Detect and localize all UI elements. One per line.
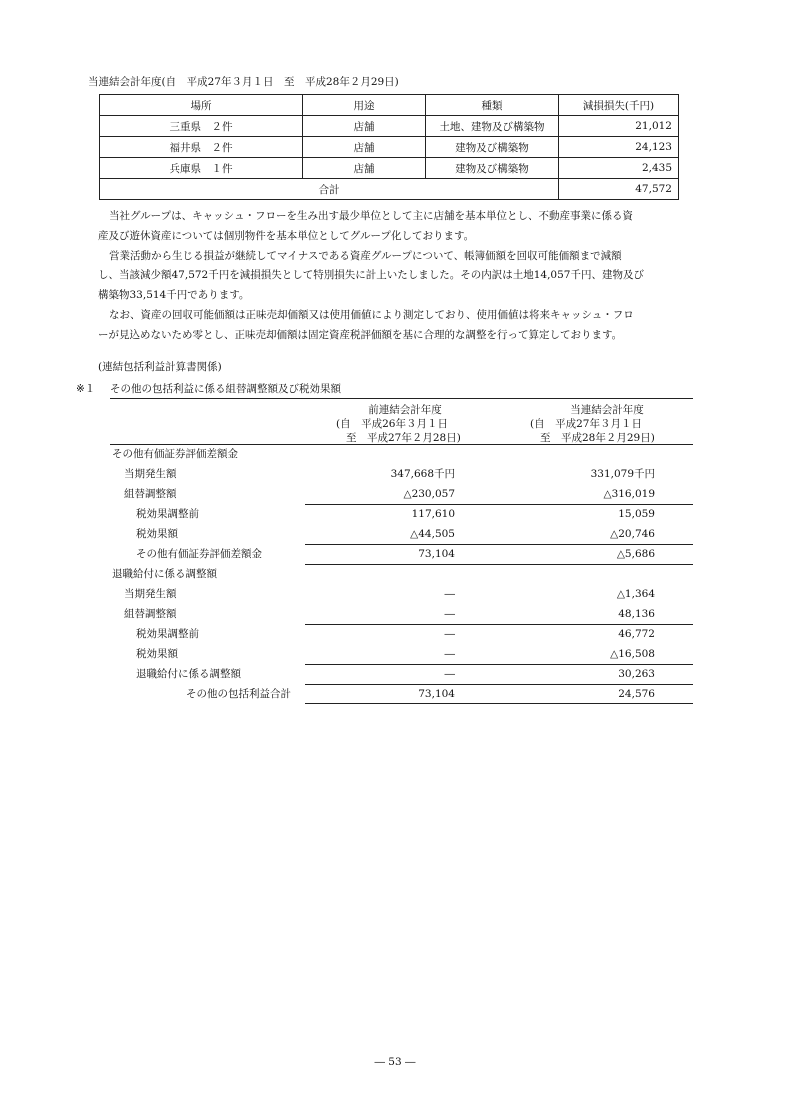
value-curr: 24,576 <box>618 688 655 700</box>
table-row <box>0 564 790 584</box>
period-title: 当連結会計年度(自 平成27年３月１日 至 平成28年２月29日) <box>88 76 399 88</box>
note-title: その他の包括利益に係る組替調整額及び税効果額 <box>110 383 341 395</box>
value-prev: △230,057 <box>403 488 455 500</box>
row-label: その他の包括利益合計 <box>186 688 291 700</box>
total-value: 47,572 <box>559 179 679 200</box>
header-place: 場所 <box>100 95 303 116</box>
cell-use: 店舗 <box>303 158 426 179</box>
row-label: 退職給付に係る調整額 <box>112 568 217 580</box>
cell-type: 建物及び構築物 <box>426 158 559 179</box>
row-label: 当期発生額 <box>124 588 177 600</box>
value-prev: 347,668千円 <box>390 468 455 480</box>
table-row <box>0 544 790 564</box>
table-row <box>0 644 790 664</box>
col-curr-title: 当連結会計年度 <box>570 404 644 416</box>
note-mark: ※１ <box>76 383 96 395</box>
row-label: 税効果額 <box>136 648 178 660</box>
divider <box>110 398 693 399</box>
cell-use: 店舗 <box>303 137 426 158</box>
table-row <box>0 464 790 484</box>
col-prev-to: 至 平成27年２月28日) <box>346 432 461 444</box>
header-loss: 減損損失(千円) <box>559 95 679 116</box>
value-curr: 15,059 <box>618 508 655 520</box>
col-prev-from: (自 平成26年３月１日 <box>336 418 448 430</box>
row-label: その他有価証券評価差額金 <box>112 448 238 460</box>
impairment-explanation <box>98 207 692 346</box>
value-curr: 46,772 <box>618 628 655 640</box>
value-curr: △316,019 <box>603 488 655 500</box>
table-total-row <box>100 179 679 200</box>
table-row <box>0 444 790 464</box>
col-prev-title: 前連結会計年度 <box>368 404 442 416</box>
value-prev: ― <box>444 668 455 680</box>
paragraph-line: 産及び遊休資産については個別物件を基本単位としてグループ化しております。 <box>98 229 475 242</box>
row-label: 税効果調整前 <box>136 508 199 520</box>
cell-loss: 24,123 <box>559 137 679 158</box>
impairment-table <box>99 94 679 200</box>
value-prev: 73,104 <box>418 688 455 700</box>
cell-place: 三重県 ２件 <box>100 116 303 137</box>
page-number: ― 53 ― <box>374 1056 416 1068</box>
paragraph-line: なお、資産の回収可能価額は正味売却価額又は使用価値により測定しており、使用価値は将来キャッシュ・フロ <box>109 308 634 321</box>
table-row <box>0 504 790 524</box>
value-prev: 117,610 <box>411 508 455 520</box>
row-label: その他有価証券評価差額金 <box>136 548 262 560</box>
value-prev: ― <box>444 608 455 620</box>
row-label: 税効果額 <box>136 528 178 540</box>
table-row <box>100 116 679 137</box>
value-curr: △20,746 <box>610 528 655 540</box>
table-row <box>0 664 790 684</box>
table-row <box>0 484 790 504</box>
value-prev: △44,505 <box>410 528 455 540</box>
table-row <box>0 684 790 704</box>
row-label: 当期発生額 <box>124 468 177 480</box>
value-prev: ― <box>444 628 455 640</box>
paragraph-line: ーが見込めないため零とし、正味売却価額は固定資産税評価額を基に合理的な調整を行って算定しております。 <box>98 328 623 341</box>
value-curr: 30,263 <box>618 668 655 680</box>
col-curr-to: 至 平成28年２月29日) <box>540 432 655 444</box>
table-row <box>0 584 790 604</box>
header-use: 用途 <box>303 95 426 116</box>
cell-use: 店舗 <box>303 116 426 137</box>
cell-type: 土地、建物及び構築物 <box>426 116 559 137</box>
divider <box>305 703 693 704</box>
value-prev: ― <box>444 588 455 600</box>
value-curr: △5,686 <box>616 548 655 560</box>
value-curr: 331,079千円 <box>590 468 655 480</box>
total-label: 合計 <box>100 179 559 200</box>
section-title: (連結包括利益計算書関係) <box>98 361 222 373</box>
table-row <box>0 624 790 644</box>
row-label: 税効果調整前 <box>136 628 199 640</box>
value-prev: 73,104 <box>418 548 455 560</box>
table-row <box>100 137 679 158</box>
table-row <box>0 524 790 544</box>
cell-place: 兵庫県 １件 <box>100 158 303 179</box>
table-row <box>0 604 790 624</box>
header-type: 種類 <box>426 95 559 116</box>
cell-place: 福井県 ２件 <box>100 137 303 158</box>
cell-loss: 2,435 <box>559 158 679 179</box>
value-prev: ― <box>444 648 455 660</box>
row-label: 退職給付に係る調整額 <box>136 668 241 680</box>
cell-loss: 21,012 <box>559 116 679 137</box>
table-header-row <box>100 95 679 116</box>
value-curr: 48,136 <box>618 608 655 620</box>
paragraph-line: 営業活動から生じる損益が継続してマイナスである資産グループについて、帳簿価額を回収可能価額まで減額 <box>109 249 622 262</box>
value-curr: △1,364 <box>616 588 655 600</box>
table-row <box>100 158 679 179</box>
row-label: 組替調整額 <box>124 608 177 620</box>
value-curr: △16,508 <box>610 648 655 660</box>
paragraph-line: し、当該減少額47,572千円を減損損失として特別損失に計上いたしました。その内訳は土地14,057千円、建物及び <box>98 269 644 282</box>
cell-type: 建物及び構築物 <box>426 137 559 158</box>
row-label: 組替調整額 <box>124 488 177 500</box>
paragraph-line: 当社グループは、キャッシュ・フローを生み出す最少単位として主に店舗を基本単位とし、不動産事業に係る資 <box>109 210 633 222</box>
paragraph-line: 構築物33,514千円であります。 <box>98 289 250 302</box>
col-curr-from: (自 平成27年３月１日 <box>530 418 642 430</box>
